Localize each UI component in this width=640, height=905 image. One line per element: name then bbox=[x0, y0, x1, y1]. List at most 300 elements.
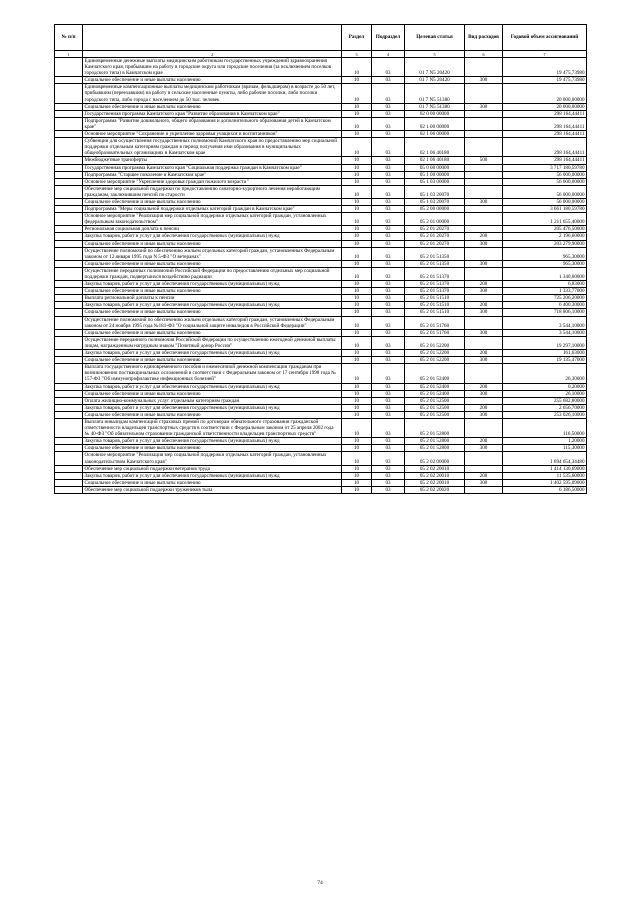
row-expense-type-cell: 200 bbox=[465, 383, 503, 390]
row-amount-cell: 56 000,00000 bbox=[503, 185, 587, 198]
row-target-cell: 05 2 02 20010 bbox=[405, 479, 465, 486]
row-section-cell: 10 bbox=[342, 157, 372, 164]
row-target-cell: 05 2 01 51370 bbox=[405, 281, 465, 288]
table-row bbox=[55, 404, 587, 411]
row-section-cell: 10 bbox=[342, 185, 372, 198]
column-number: 1 bbox=[55, 51, 83, 58]
row-subsection-cell: 03 bbox=[372, 267, 405, 280]
row-target-cell: 05 2 01 20270 bbox=[405, 226, 465, 233]
row-subsection-cell: 03 bbox=[372, 131, 405, 138]
table-row bbox=[55, 397, 587, 404]
row-section-cell: 10 bbox=[342, 281, 372, 288]
row-target-cell: 05 2 01 52400 bbox=[405, 390, 465, 397]
row-number-cell bbox=[55, 240, 83, 247]
header-subsection: Подраздел bbox=[372, 25, 405, 51]
row-subsection-cell: 03 bbox=[372, 281, 405, 288]
row-target-cell: 05 2 01 51350 bbox=[405, 247, 465, 260]
row-amount-cell: 0,20000 bbox=[503, 383, 587, 390]
row-expense-type-cell: 300 bbox=[465, 445, 503, 452]
table-row bbox=[55, 295, 587, 302]
row-target-cell: 05 0 00 00000 bbox=[405, 164, 465, 171]
header-expense-type: Вид расходов bbox=[465, 25, 503, 51]
row-amount-cell: 298 164,44411 bbox=[503, 110, 587, 117]
row-subsection-cell: 03 bbox=[372, 288, 405, 295]
row-target-cell: 05 2 01 51510 bbox=[405, 302, 465, 309]
column-number: 3 bbox=[342, 51, 372, 58]
row-section-cell: 10 bbox=[342, 411, 372, 418]
row-name-cell: Основное мероприятие "Сохранение и укрепление здоровья учащихся и воспитанников" bbox=[83, 131, 342, 138]
row-expense-type-cell: 200 bbox=[465, 233, 503, 240]
row-target-cell: 05 2 02 20010 bbox=[405, 472, 465, 479]
row-number-cell bbox=[55, 138, 83, 157]
table-row bbox=[55, 267, 587, 280]
row-expense-type-cell: 200 bbox=[465, 281, 503, 288]
row-subsection-cell: 03 bbox=[372, 472, 405, 479]
header-no: № п/п bbox=[55, 25, 83, 51]
row-amount-cell: 1 402 595,09000 bbox=[503, 479, 587, 486]
row-name-cell: Социальное обеспечение и иные выплаты населению bbox=[83, 103, 342, 110]
row-expense-type-cell bbox=[465, 58, 503, 77]
row-name-cell: Основное мероприятие "Реализация мер социальной поддержки отдельных категорий граждан, установленных законодательством Камчатского края" bbox=[83, 452, 342, 465]
row-name-cell: Социальное обеспечение и иные выплаты населению bbox=[83, 411, 342, 418]
row-target-cell: 01 7 N5 20420 bbox=[405, 77, 465, 84]
row-number-cell bbox=[55, 383, 83, 390]
header-annual-amount: Годовой объем ассигнований bbox=[503, 25, 587, 51]
row-section-cell: 10 bbox=[342, 226, 372, 233]
row-number-cell bbox=[55, 452, 83, 465]
row-target-cell: 05 2 01 51370 bbox=[405, 288, 465, 295]
row-number-cell bbox=[55, 233, 83, 240]
column-number: 5 bbox=[405, 51, 465, 58]
row-subsection-cell: 03 bbox=[372, 226, 405, 233]
row-number-cell bbox=[55, 364, 83, 383]
row-number-cell bbox=[55, 247, 83, 260]
row-section-cell: 10 bbox=[342, 479, 372, 486]
row-amount-cell: 56 000,00000 bbox=[503, 198, 587, 205]
row-target-cell: 05 2 01 52200 bbox=[405, 350, 465, 357]
row-expense-type-cell bbox=[465, 226, 503, 233]
row-subsection-cell: 03 bbox=[372, 357, 405, 364]
table-row bbox=[55, 418, 587, 437]
row-expense-type-cell: 300 bbox=[465, 329, 503, 336]
row-target-cell: 02 1 00 00000 bbox=[405, 117, 465, 130]
row-expense-type-cell: 200 bbox=[465, 404, 503, 411]
table-row bbox=[55, 452, 587, 465]
row-amount-cell: 965,30000 bbox=[503, 260, 587, 267]
row-number-cell bbox=[55, 357, 83, 364]
row-expense-type-cell bbox=[465, 267, 503, 280]
row-target-cell: 05 2 01 52800 bbox=[405, 438, 465, 445]
row-subsection-cell: 03 bbox=[372, 247, 405, 260]
row-amount-cell: 255 682,80000 bbox=[503, 397, 587, 404]
row-subsection-cell: 03 bbox=[372, 438, 405, 445]
row-section-cell: 10 bbox=[342, 465, 372, 472]
row-number-cell bbox=[55, 77, 83, 84]
row-amount-cell: 205 476,50000 bbox=[503, 226, 587, 233]
row-amount-cell: 115,30000 bbox=[503, 445, 587, 452]
row-name-cell: Государственная программа Камчатского края "Социальная поддержка граждан в Камчатском крае" bbox=[83, 164, 342, 171]
row-expense-type-cell bbox=[465, 452, 503, 465]
row-section-cell: 10 bbox=[342, 445, 372, 452]
row-expense-type-cell bbox=[465, 247, 503, 260]
row-subsection-cell: 03 bbox=[372, 185, 405, 198]
row-number-cell bbox=[55, 288, 83, 295]
row-amount-cell: 2 196,60000 bbox=[503, 233, 587, 240]
row-subsection-cell: 03 bbox=[372, 486, 405, 493]
row-amount-cell: 11 535,60000 bbox=[503, 472, 587, 479]
row-subsection-cell: 03 bbox=[372, 58, 405, 77]
row-name-cell: Закупка товаров, работ и услуг для обеспечения государственных (муниципальных) нужд bbox=[83, 281, 342, 288]
row-number-cell bbox=[55, 157, 83, 164]
row-target-cell: 01 7 N5 51380 bbox=[405, 103, 465, 110]
row-section-cell: 10 bbox=[342, 84, 372, 103]
row-expense-type-cell: 300 bbox=[465, 103, 503, 110]
row-expense-type-cell bbox=[465, 117, 503, 130]
row-target-cell: 01 7 N5 20420 bbox=[405, 58, 465, 77]
row-amount-cell: 1 211 655,40000 bbox=[503, 213, 587, 226]
row-subsection-cell: 03 bbox=[372, 329, 405, 336]
row-target-cell: 05 1 03 20070 bbox=[405, 185, 465, 198]
table-row bbox=[55, 58, 587, 77]
row-number-cell bbox=[55, 198, 83, 205]
row-name-cell: Обеспечение мер социальной поддержки ветеранов труда bbox=[83, 465, 342, 472]
row-expense-type-cell: 300 bbox=[465, 240, 503, 247]
row-number-cell bbox=[55, 84, 83, 103]
row-amount-cell: 3 544,10000 bbox=[503, 316, 587, 329]
row-subsection-cell: 03 bbox=[372, 350, 405, 357]
page-number: 74 bbox=[317, 880, 323, 886]
row-number-cell bbox=[55, 206, 83, 213]
row-expense-type-cell: 300 bbox=[465, 198, 503, 205]
row-section-cell: 10 bbox=[342, 110, 372, 117]
table-body bbox=[55, 58, 587, 494]
row-name-cell: Выплата государственного единовременного пособия и ежемесячной денежной компенсации гражданам при возникновении поствакцинальных осложнений в соответствии с Федеральным законом от 17 сентября 1998 года № 157-ФЗ "Об иммунопрофилактике инфекционных болезней" bbox=[83, 364, 342, 383]
row-target-cell: 05 2 01 20270 bbox=[405, 240, 465, 247]
row-number-cell bbox=[55, 267, 83, 280]
row-expense-type-cell bbox=[465, 295, 503, 302]
row-section-cell: 10 bbox=[342, 397, 372, 404]
row-expense-type-cell bbox=[465, 465, 503, 472]
table-row bbox=[55, 157, 587, 164]
row-section-cell: 10 bbox=[342, 213, 372, 226]
row-subsection-cell: 03 bbox=[372, 84, 405, 103]
column-number-row bbox=[55, 51, 587, 58]
row-name-cell: Социальное обеспечение и иные выплаты населению bbox=[83, 390, 342, 397]
row-name-cell: Подпрограмма "Старшее поколение в Камчатском крае" bbox=[83, 171, 342, 178]
row-section-cell: 10 bbox=[342, 103, 372, 110]
row-subsection-cell: 03 bbox=[372, 110, 405, 117]
table-row bbox=[55, 131, 587, 138]
table-row bbox=[55, 260, 587, 267]
row-subsection-cell: 03 bbox=[372, 302, 405, 309]
row-number-cell bbox=[55, 117, 83, 130]
table-row bbox=[55, 438, 587, 445]
row-section-cell: 10 bbox=[342, 329, 372, 336]
row-subsection-cell: 03 bbox=[372, 171, 405, 178]
row-section-cell: 10 bbox=[342, 178, 372, 185]
row-expense-type-cell: 500 bbox=[465, 157, 503, 164]
row-amount-cell: 6 400,30000 bbox=[503, 302, 587, 309]
row-subsection-cell: 03 bbox=[372, 157, 405, 164]
row-name-cell: Социальное обеспечение и иные выплаты населению bbox=[83, 357, 342, 364]
row-target-cell: 01 7 N5 51380 bbox=[405, 84, 465, 103]
row-subsection-cell: 03 bbox=[372, 404, 405, 411]
row-target-cell: 05 2 01 20270 bbox=[405, 233, 465, 240]
row-amount-cell: 161,63000 bbox=[503, 350, 587, 357]
table-row bbox=[55, 185, 587, 198]
row-amount-cell: 298 164,44411 bbox=[503, 138, 587, 157]
row-expense-type-cell bbox=[465, 178, 503, 185]
row-number-cell bbox=[55, 486, 83, 493]
table-row bbox=[55, 336, 587, 349]
row-subsection-cell: 03 bbox=[372, 465, 405, 472]
table-row bbox=[55, 178, 587, 185]
row-amount-cell: 19 475,73980 bbox=[503, 77, 587, 84]
row-amount-cell: 26,30000 bbox=[503, 364, 587, 383]
row-number-cell bbox=[55, 390, 83, 397]
row-number-cell bbox=[55, 103, 83, 110]
table-row bbox=[55, 164, 587, 171]
row-name-cell: Закупка товаров, работ и услуг для обеспечения государственных (муниципальных) нужд bbox=[83, 350, 342, 357]
row-section-cell: 10 bbox=[342, 364, 372, 383]
row-section-cell: 10 bbox=[342, 206, 372, 213]
row-amount-cell: 725 206,20000 bbox=[503, 295, 587, 302]
row-expense-type-cell bbox=[465, 364, 503, 383]
budget-table bbox=[54, 24, 587, 494]
row-amount-cell: 56 000,00000 bbox=[503, 178, 587, 185]
row-subsection-cell: 03 bbox=[372, 411, 405, 418]
row-number-cell bbox=[55, 418, 83, 437]
table-row bbox=[55, 350, 587, 357]
row-section-cell: 10 bbox=[342, 438, 372, 445]
table-row bbox=[55, 84, 587, 103]
row-number-cell bbox=[55, 131, 83, 138]
row-expense-type-cell: 300 bbox=[465, 288, 503, 295]
row-section-cell: 10 bbox=[342, 309, 372, 316]
table-row bbox=[55, 206, 587, 213]
row-section-cell: 10 bbox=[342, 472, 372, 479]
row-number-cell bbox=[55, 479, 83, 486]
row-expense-type-cell: 200 bbox=[465, 350, 503, 357]
row-name-cell: Единовременные денежные выплаты медицинским работникам государственных учреждений здравоохранения Камчатского края, прибывшим на работу в городские округа или городские поселения (за исключением поселков городского типа) в Камчатском крае bbox=[83, 58, 342, 77]
table-row bbox=[55, 77, 587, 84]
row-number-cell bbox=[55, 178, 83, 185]
row-amount-cell: 3 661 180,59780 bbox=[503, 206, 587, 213]
row-section-cell: 10 bbox=[342, 302, 372, 309]
row-subsection-cell: 03 bbox=[372, 418, 405, 437]
row-number-cell bbox=[55, 472, 83, 479]
row-section-cell: 10 bbox=[342, 171, 372, 178]
row-target-cell: 05 2 01 52500 bbox=[405, 404, 465, 411]
table-row bbox=[55, 390, 587, 397]
table-row bbox=[55, 198, 587, 205]
row-subsection-cell: 03 bbox=[372, 198, 405, 205]
row-amount-cell: 253 026,10000 bbox=[503, 411, 587, 418]
row-target-cell: 05 1 03 00000 bbox=[405, 178, 465, 185]
table-row bbox=[55, 465, 587, 472]
row-amount-cell: 965,30000 bbox=[503, 247, 587, 260]
row-name-cell: Осуществление полномочий по обеспечению жильем отдельных категорий граждан, установленных Федеральным законом от 12 января 1995 года N 5-ФЗ "О ветеранах" bbox=[83, 247, 342, 260]
row-name-cell: Государственная программа Камчатского края "Развитие образования в Камчатском крае" bbox=[83, 110, 342, 117]
row-name-cell: Субвенции для осуществления государственных полномочий Камчатского края по предоставлению мер социальной поддержки отдельным категориям граждан в период получения ими образования в муниципальных общеобразовательных организациях в Камчатском крае bbox=[83, 138, 342, 157]
row-section-cell: 10 bbox=[342, 390, 372, 397]
row-name-cell: Оплата жилищно-коммунальных услуг отдельным категориям граждан bbox=[83, 397, 342, 404]
table-row bbox=[55, 302, 587, 309]
row-amount-cell: 56 000,00000 bbox=[503, 171, 587, 178]
row-subsection-cell: 03 bbox=[372, 336, 405, 349]
row-amount-cell: 1 694 654,34480 bbox=[503, 452, 587, 465]
row-name-cell: Закупка товаров, работ и услуг для обеспечения государственных (муниципальных) нужд bbox=[83, 438, 342, 445]
row-target-cell: 05 2 01 51760 bbox=[405, 316, 465, 329]
row-target-cell: 05 2 02 20020 bbox=[405, 486, 465, 493]
row-expense-type-cell: 200 bbox=[465, 438, 503, 445]
table-row bbox=[55, 213, 587, 226]
row-amount-cell: 298 164,44411 bbox=[503, 131, 587, 138]
row-amount-cell: 6 186,50000 bbox=[503, 486, 587, 493]
row-target-cell: 05 2 01 00000 bbox=[405, 213, 465, 226]
row-number-cell bbox=[55, 336, 83, 349]
row-target-cell: 02 1 06 40180 bbox=[405, 157, 465, 164]
row-section-cell: 10 bbox=[342, 58, 372, 77]
row-number-cell bbox=[55, 213, 83, 226]
table-row bbox=[55, 445, 587, 452]
row-name-cell: Осуществление переданных полномочий Российской Федерации по предоставлению отдельных мер социальной поддержки граждан, подвергшихся воздействию радиации bbox=[83, 267, 342, 280]
row-section-cell: 10 bbox=[342, 288, 372, 295]
row-name-cell: Социальное обеспечение и иные выплаты населению bbox=[83, 329, 342, 336]
row-target-cell: 05 2 01 52400 bbox=[405, 383, 465, 390]
row-amount-cell: 298 164,44411 bbox=[503, 117, 587, 130]
row-number-cell bbox=[55, 226, 83, 233]
row-name-cell: Подпрограмма "Меры социальной поддержки отдельных категорий граждан в Камчатском крае" bbox=[83, 206, 342, 213]
row-expense-type-cell bbox=[465, 164, 503, 171]
row-section-cell: 10 bbox=[342, 260, 372, 267]
row-target-cell: 05 2 01 52200 bbox=[405, 357, 465, 364]
row-amount-cell: 718 806,10000 bbox=[503, 309, 587, 316]
row-section-cell: 10 bbox=[342, 138, 372, 157]
column-number: 6 bbox=[465, 51, 503, 58]
table-row bbox=[55, 364, 587, 383]
row-number-cell bbox=[55, 110, 83, 117]
row-expense-type-cell bbox=[465, 138, 503, 157]
header-name bbox=[83, 25, 342, 51]
row-name-cell: Социальное обеспечение и иные выплаты населению bbox=[83, 198, 342, 205]
row-subsection-cell: 03 bbox=[372, 452, 405, 465]
row-section-cell: 10 bbox=[342, 452, 372, 465]
row-amount-cell: 19 297,10000 bbox=[503, 336, 587, 349]
table-row bbox=[55, 233, 587, 240]
row-name-cell: Закупка товаров, работ и услуг для обеспечения государственных (муниципальных) нужд bbox=[83, 233, 342, 240]
table-row bbox=[55, 171, 587, 178]
row-name-cell: Основное мероприятие "Реализация мер социальной поддержки отдельных категорий граждан, установленных федеральным законодательством" bbox=[83, 213, 342, 226]
row-subsection-cell: 03 bbox=[372, 77, 405, 84]
row-amount-cell: 19 475,73980 bbox=[503, 58, 587, 77]
row-number-cell bbox=[55, 438, 83, 445]
row-subsection-cell: 03 bbox=[372, 117, 405, 130]
row-expense-type-cell: 300 bbox=[465, 411, 503, 418]
row-expense-type-cell: 300 bbox=[465, 77, 503, 84]
row-amount-cell: 1 340,60000 bbox=[503, 267, 587, 280]
row-expense-type-cell bbox=[465, 185, 503, 198]
row-number-cell bbox=[55, 281, 83, 288]
row-name-cell: Обеспечение мер социальной поддержки по предоставлению санаторно-курортного лечения неработающим гражданам, заключившим пенсий по старости bbox=[83, 185, 342, 198]
row-target-cell: 05 1 00 00000 bbox=[405, 171, 465, 178]
row-section-cell: 10 bbox=[342, 267, 372, 280]
row-section-cell: 10 bbox=[342, 316, 372, 329]
table-row bbox=[55, 357, 587, 364]
row-name-cell: Социальное обеспечение и иные выплаты населению bbox=[83, 260, 342, 267]
row-number-cell bbox=[55, 295, 83, 302]
row-number-cell bbox=[55, 411, 83, 418]
row-name-cell: Социальное обеспечение и иные выплаты населению bbox=[83, 77, 342, 84]
row-number-cell bbox=[55, 465, 83, 472]
row-subsection-cell: 03 bbox=[372, 138, 405, 157]
row-section-cell: 10 bbox=[342, 131, 372, 138]
row-target-cell: 05 2 02 20010 bbox=[405, 465, 465, 472]
row-subsection-cell: 03 bbox=[372, 445, 405, 452]
table-row bbox=[55, 316, 587, 329]
row-target-cell: 05 2 01 52200 bbox=[405, 336, 465, 349]
row-name-cell: Межбюджетные трансферты bbox=[83, 157, 342, 164]
row-amount-cell: 2 656,70000 bbox=[503, 404, 587, 411]
table-row bbox=[55, 226, 587, 233]
row-target-cell: 05 2 01 52400 bbox=[405, 364, 465, 383]
row-name-cell: Социальное обеспечение и иные выплаты населению bbox=[83, 240, 342, 247]
row-name-cell: Единовременные компенсационные выплаты медицинским работникам (врачам, фельдшерам) в возрасте до 50 лет, прибывшим (переехавшим) на работу в сельские населенные пункты, либо рабочие поселки, либо поселки городского типа, либо города с населением до 50 тыс. человек bbox=[83, 84, 342, 103]
row-subsection-cell: 03 bbox=[372, 390, 405, 397]
row-subsection-cell: 03 bbox=[372, 164, 405, 171]
row-target-cell: 05 2 01 52500 bbox=[405, 411, 465, 418]
table-row bbox=[55, 117, 587, 130]
row-expense-type-cell: 300 bbox=[465, 390, 503, 397]
table-row bbox=[55, 309, 587, 316]
row-target-cell: 05 2 01 51510 bbox=[405, 295, 465, 302]
row-target-cell: 05 2 01 52500 bbox=[405, 397, 465, 404]
row-target-cell: 02 1 06 00000 bbox=[405, 131, 465, 138]
row-name-cell: Осуществление переданного полномочия Российской Федерации по осуществлению ежегодной денежной выплаты лицам, награжденным нагрудным знаком "Почетный донор России" bbox=[83, 336, 342, 349]
row-expense-type-cell bbox=[465, 418, 503, 437]
row-subsection-cell: 03 bbox=[372, 260, 405, 267]
table-row bbox=[55, 240, 587, 247]
row-section-cell: 10 bbox=[342, 77, 372, 84]
row-section-cell: 10 bbox=[342, 357, 372, 364]
row-expense-type-cell bbox=[465, 486, 503, 493]
row-target-cell: 02 1 06 40180 bbox=[405, 138, 465, 157]
row-subsection-cell: 03 bbox=[372, 309, 405, 316]
row-name-cell: Социальное обеспечение и иные выплаты населению bbox=[83, 445, 342, 452]
row-amount-cell: 3 544,10000 bbox=[503, 329, 587, 336]
row-amount-cell: 1 414 130,69000 bbox=[503, 465, 587, 472]
row-target-cell: 05 2 00 00000 bbox=[405, 206, 465, 213]
row-amount-cell: 26,10000 bbox=[503, 390, 587, 397]
row-number-cell bbox=[55, 397, 83, 404]
row-number-cell bbox=[55, 329, 83, 336]
row-name-cell: Закупка товаров, работ и услуг для обеспечения государственных (муниципальных) нужд bbox=[83, 383, 342, 390]
row-name-cell: Региональная социальная доплата к пенсии bbox=[83, 226, 342, 233]
row-amount-cell: 116,50000 bbox=[503, 418, 587, 437]
table-header-row bbox=[55, 25, 587, 51]
row-subsection-cell: 03 bbox=[372, 295, 405, 302]
table-row bbox=[55, 472, 587, 479]
column-number: 2 bbox=[83, 51, 342, 58]
row-amount-cell: 19 135,47000 bbox=[503, 357, 587, 364]
table-row bbox=[55, 110, 587, 117]
table-row bbox=[55, 411, 587, 418]
row-subsection-cell: 03 bbox=[372, 240, 405, 247]
row-name-cell: Закупка товаров, работ и услуг для обеспечения государственных (муниципальных) нужд bbox=[83, 302, 342, 309]
row-target-cell: 05 2 01 51510 bbox=[405, 309, 465, 316]
table-row bbox=[55, 479, 587, 486]
row-amount-cell: 1 333,77000 bbox=[503, 288, 587, 295]
